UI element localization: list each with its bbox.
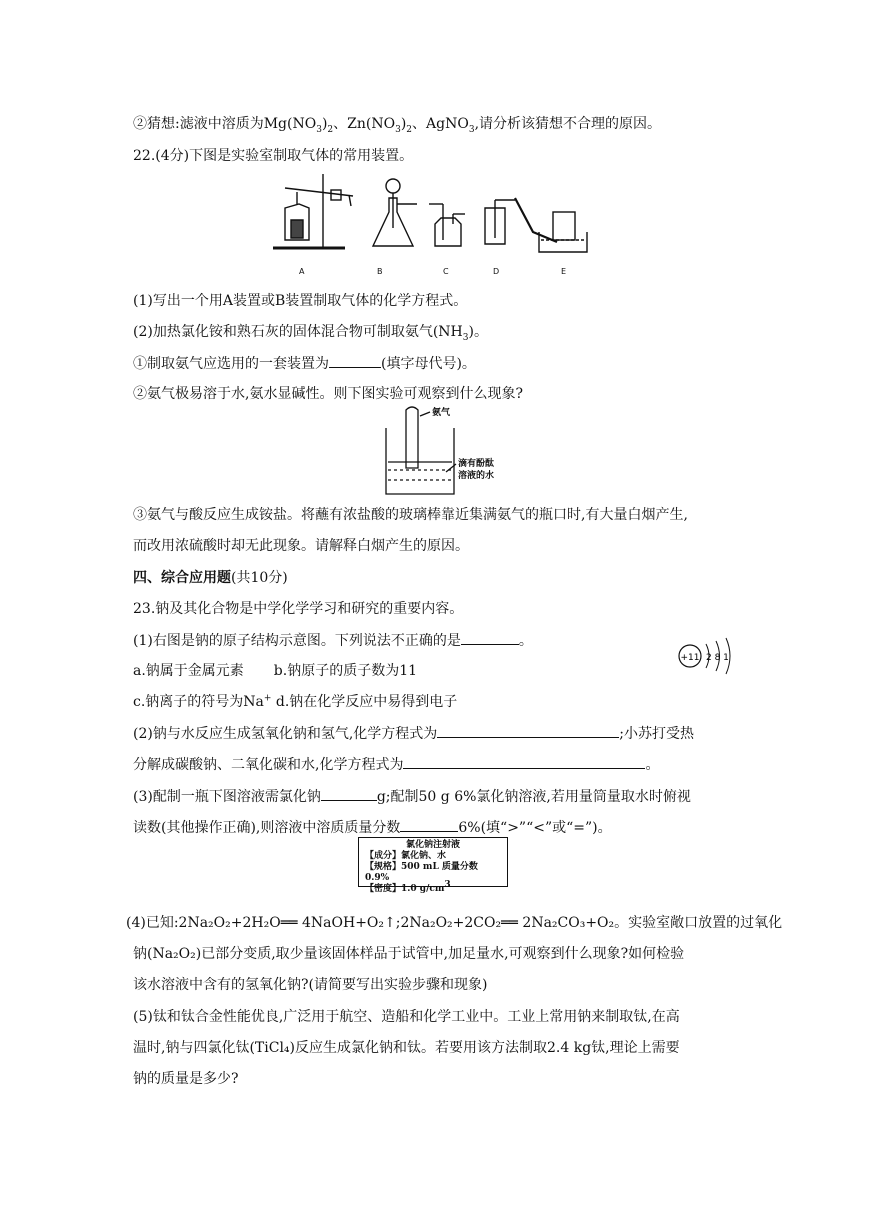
sub: 3 <box>468 124 475 135</box>
text: 。 <box>518 633 533 649</box>
q22-p3 <box>133 353 476 374</box>
label-a: A <box>299 267 305 276</box>
text: 、AgNO <box>412 116 469 132</box>
sub: 3 <box>316 124 322 135</box>
answer-blank[interactable] <box>461 630 519 645</box>
sub: 3 <box>395 124 401 135</box>
label-ammonia: 氨气 <box>432 408 451 418</box>
q23-p6: (4)已知:2Na₂O₂+2H₂O══ 4NaOH+O₂↑;2Na₂O₂+2CO₂══ 2Na₂CO₃+O₂。实验室敞口放置的过氧化 <box>126 915 783 931</box>
sup: 3 <box>444 880 451 890</box>
label-d: D <box>493 267 500 276</box>
text: ,请分析该猜想不合理的原因。 <box>474 116 662 132</box>
answer-blank[interactable] <box>403 754 645 769</box>
saline-label <box>358 837 508 894</box>
answer-blank[interactable] <box>329 353 381 368</box>
sub: 2 <box>406 124 413 135</box>
text: (2)加热氯化铵和熟石灰的固体混合物可制取氨气(NH <box>133 324 463 340</box>
label-water-2: 溶液的水 <box>458 471 495 481</box>
text: 【密度】1.0 g/cm <box>365 884 445 894</box>
label-line-2: 【规格】500 mL 质量分数0.9% <box>365 862 478 883</box>
text: 。 <box>645 757 660 773</box>
q23-p7: 钠(Na₂O₂)已部分变质,取少量该固体样品于试管中,加足量水,可观察到什么现象?如何检验 <box>133 946 685 962</box>
text: 读数(其他操作正确),则溶液中溶质质量分数 <box>133 820 401 836</box>
text: ) <box>400 116 407 132</box>
text: (1)右图是钠的原子结构示意图。下列说法不正确的是 <box>133 633 461 649</box>
label-b: B <box>377 267 383 276</box>
answer-blank[interactable] <box>321 786 377 801</box>
option-d: d.钠在化学反应中易得到电子 <box>271 694 458 710</box>
option-c: c.钠离子的符号为Na <box>133 694 264 710</box>
answer-blank[interactable] <box>400 817 458 832</box>
text: )。 <box>468 324 488 340</box>
label-line-3 <box>365 880 501 895</box>
text: 分解成碳酸钠、二氧化碳和水,化学方程式为 <box>133 757 404 773</box>
sodium-atom-diagram <box>676 636 746 676</box>
ammonia-beaker-figure <box>380 404 495 500</box>
option-a: a.钠属于金属元素 <box>133 663 244 679</box>
text: 四、综合应用题 <box>133 570 231 586</box>
text: 、Zn(NO <box>333 116 396 132</box>
q22-p2 <box>133 322 488 342</box>
label-e: E <box>561 267 567 276</box>
shells-label: 2 8 1 <box>706 653 729 663</box>
q23-p3 <box>133 754 659 775</box>
sub: 2 <box>327 124 334 135</box>
label-water-1: 滴有酚酞 <box>458 459 495 469</box>
q23-header: 23.钠及其化合物是中学化学学习和研究的重要内容。 <box>133 601 464 617</box>
nucleus-label: +11 <box>680 653 700 663</box>
answer-blank[interactable] <box>437 723 619 738</box>
q22-p6: 而改用浓硫酸时却无此现象。请解释白烟产生的原因。 <box>133 538 469 554</box>
sub: 3 <box>462 332 469 343</box>
q22-header: 22.(4分)下图是实验室制取气体的常用装置。 <box>133 148 414 164</box>
q23-p11: 钠的质量是多少? <box>133 1071 239 1087</box>
q23-p4 <box>133 786 691 807</box>
q23-options-cd <box>133 692 457 712</box>
text: ①制取氨气应选用的一套装置为 <box>133 356 329 372</box>
option-b: b.钠原子的质子数为11 <box>273 663 418 679</box>
text: 6%(填“>”“<”或“=”)。 <box>458 820 612 836</box>
text: ②猜想:滤液中溶质为Mg(NO <box>133 116 317 132</box>
q23-p2 <box>133 723 694 744</box>
text: (3)配制一瓶下图溶液需氯化钠 <box>133 789 321 805</box>
sup: + <box>263 693 272 704</box>
q22-p4: ②氨气极易溶于水,氨水显碱性。则下图实验可观察到什么现象? <box>133 386 523 402</box>
text: (共10分) <box>231 570 288 586</box>
text: (填字母代号)。 <box>381 356 476 372</box>
q23-p1 <box>133 630 533 651</box>
text: ;小苏打受热 <box>619 726 694 742</box>
text: g;配制50 g 6%氯化钠溶液,若用量筒量取水时俯视 <box>376 789 691 805</box>
apparatus-figure <box>265 168 595 280</box>
text: (2)钠与水反应生成氢氧化钠和氢气,化学方程式为 <box>133 726 438 742</box>
q23-p9: (5)钛和钛合金性能优良,广泛用于航空、造船和化学工业中。工业上常用钠来制取钛,在高 <box>133 1009 680 1025</box>
q23-p8: 该水溶液中含有的氢氧化钠?(请简要写出实验步骤和现象) <box>133 977 488 993</box>
section-title <box>133 568 288 588</box>
q23-p10: 温时,钠与四氯化钛(TiCl₄)反应生成氯化钠和钛。若要用该方法制取2.4 kg钛,理论上需要 <box>133 1040 680 1056</box>
label-title: 氯化钠注射液 <box>405 840 460 850</box>
q21-guess-line <box>133 114 661 134</box>
label-line-1: 【成分】氯化钠、水 <box>365 851 447 861</box>
q23-p5 <box>133 817 612 838</box>
q22-p5: ③氨气与酸反应生成铵盐。将蘸有浓盐酸的玻璃棒靠近集满氨气的瓶口时,有大量白烟产生, <box>133 507 688 523</box>
text: ) <box>321 116 328 132</box>
q23-options-ab <box>133 661 417 681</box>
q22-p1: (1)写出一个用A装置或B装置制取气体的化学方程式。 <box>133 293 468 309</box>
label-c: C <box>443 267 449 276</box>
